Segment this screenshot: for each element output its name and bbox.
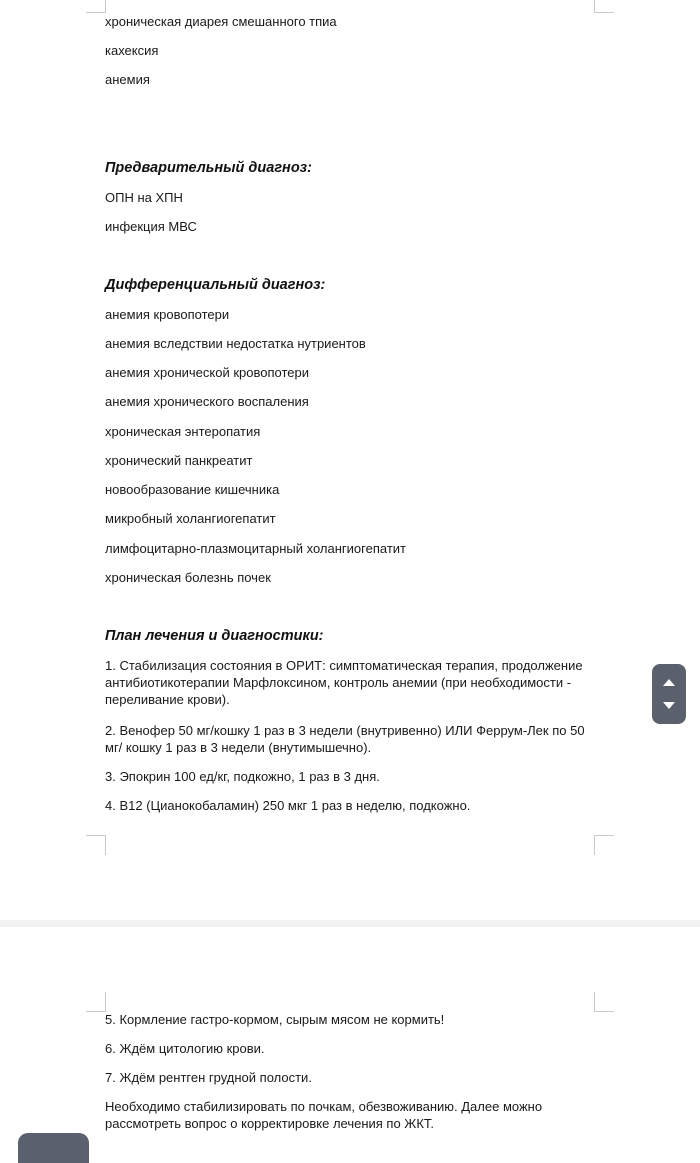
differential-item: хронический панкреатит [105, 453, 253, 468]
preliminary-item: ОПН на ХПН [105, 190, 183, 205]
differential-item: анемия хронической кровопотери [105, 365, 309, 380]
margin-corner-top-left [86, 992, 106, 1012]
arrow-up-icon[interactable] [663, 679, 675, 686]
margin-corner-top-left [86, 0, 106, 13]
differential-item: новообразование кишечника [105, 482, 280, 497]
plan-item: 4. В12 (Цианокобаламин) 250 мкг 1 раз в неделю, подкожно. [105, 798, 471, 813]
plan-item: 5. Кормление гастро-кормом, сырым мясом не кормить! [105, 1012, 445, 1027]
differential-item: анемия кровопотери [105, 307, 230, 322]
differential-item: хроническая энтеропатия [105, 424, 261, 439]
plan-item: 2. Венофер 50 мг/кошку 1 раз в 3 недели (внутривенно) ИЛИ Феррум-Лек по 50 мг/ кошку 1 раз в 3 недели (внутимышечно). [105, 723, 585, 755]
margin-corner-top-right [594, 0, 614, 13]
plan-item: 3. Эпокрин 100 ед/кг, подкожно, 1 раз в 3 дня. [105, 769, 380, 784]
text-line: хроническая диарея смешанного тпиа [105, 14, 337, 29]
page-scroll-control [652, 664, 686, 724]
arrow-down-icon[interactable] [663, 702, 675, 709]
differential-item: анемия вследствии недостатка нутриентов [105, 336, 366, 351]
page-separator [0, 920, 700, 927]
text-line: кахексия [105, 43, 159, 58]
conclusion-text: Необходимо стабилизировать по почкам, обезвоживанию. Далее можно рассмотреть вопрос о корректировке лечения по ЖКТ. [105, 1099, 543, 1131]
margin-corner-top-right [594, 992, 614, 1012]
preliminary-diagnosis-heading: Предварительный диагноз: [105, 160, 312, 176]
plan-item: 6. Ждём цитологию крови. [105, 1041, 265, 1056]
margin-corner-bottom-right [594, 835, 614, 855]
preliminary-item: инфекция МВС [105, 219, 197, 234]
text-line: анемия [105, 72, 150, 87]
margin-corner-bottom-left [86, 835, 106, 855]
plan-item: 1. Стабилизация состояния в ОРИТ: симптоматическая терапия, продолжение антибиотикотерапии Марфлоксином, контроль анемии (при необходимости - переливание крови). [105, 658, 583, 707]
plan-heading: План лечения и диагностики: [105, 628, 324, 644]
floating-action-button[interactable] [18, 1133, 89, 1163]
differential-item: лимфоцитарно-плазмоцитарный холангиогепатит [105, 541, 406, 556]
differential-item: хроническая болезнь почек [105, 570, 271, 585]
differential-item: анемия хронического воспаления [105, 394, 309, 409]
document-page-2 [0, 927, 700, 1149]
plan-item: 7. Ждём рентген грудной полости. [105, 1070, 312, 1085]
differential-diagnosis-heading: Дифференциальный диагноз: [105, 277, 326, 293]
differential-item: микробный холангиогепатит [105, 511, 276, 526]
